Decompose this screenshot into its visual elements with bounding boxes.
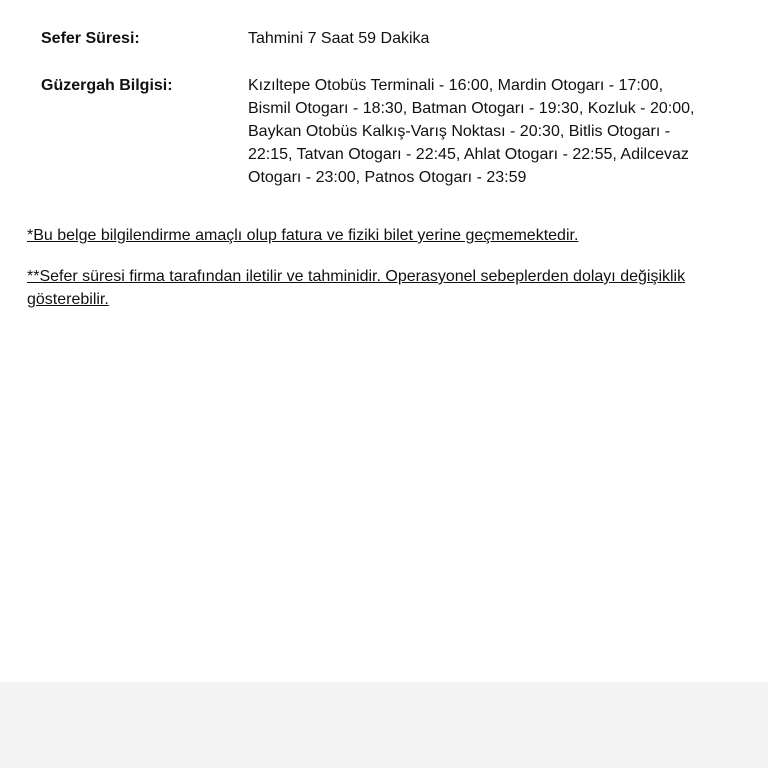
footer-background — [0, 682, 768, 768]
trip-duration-value: Tahmini 7 Saat 59 Dakika — [248, 30, 430, 47]
disclaimer-note: *Bu belge bilgilendirme amaçlı olup fatura ve fiziki bilet yerine geçmemektedir. — [27, 227, 579, 244]
route-info-value: Kızıltepe Otobüs Terminali - 16:00, Mardin Otogarı - 17:00, Bismil Otogarı - 18:30, Batman Otogarı - 19:30, Kozluk - 20:00, Baykan Otobüs Kalkış-Varış Noktası - 20:30, Bitlis Otogarı - 22:15, Tatvan Otogarı - 22:45, Ahlat Otogarı - 22:55, Adilcevaz Otogarı - 23:00, Patnos Otogarı - 23:59 — [248, 77, 695, 186]
trip-duration-label: Sefer Süresi: — [41, 30, 140, 47]
duration-disclaimer-note: **Sefer süresi firma tarafından iletilir ve tahminidir. Operasyonel sebeplerden dolayı değişiklik gösterebilir. — [27, 268, 686, 308]
route-info-label: Güzergah Bilgisi: — [41, 77, 173, 94]
